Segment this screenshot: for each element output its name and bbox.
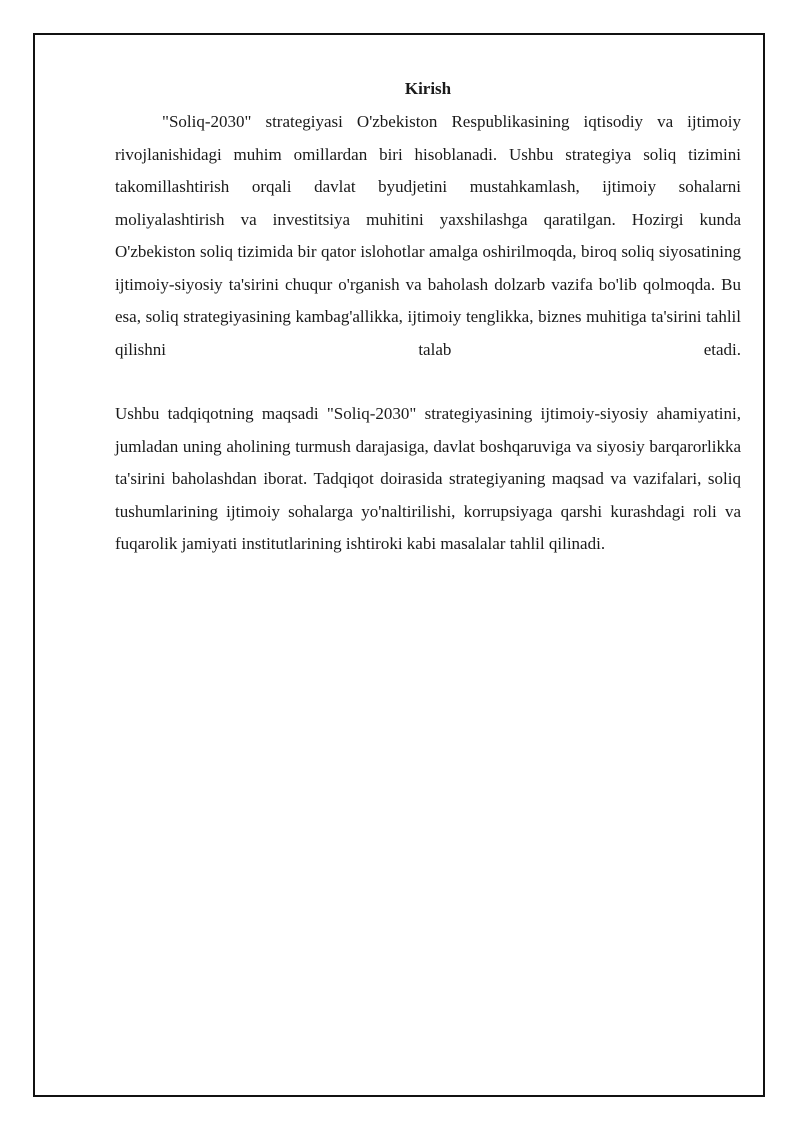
paragraph-introduction: "Soliq-2030" strategiyasi O'zbekiston Respublikasining iqtisodiy va ijtimoiy rivojlanishidagi muhim omillardan biri hisoblanadi. Ushbu strategiya soliq tizimini takomillashtirish orqali davlat byudjetini mustahkamlash, ijtimoiy sohalarni moliyalashtirish va investitsiya muhitini yaxshilashga qaratilgan. Hozirgi kunda O'zbekiston soliq tizimida bir qator islohotlar amalga oshirilmoqda, biroq soliq siyosatining ijtimoiy-siyosiy ta'sirini chuqur o'rganish va baholash dolzarb vazifa bo'lib qolmoqda. Bu esa, soliq strategiyasining kambag'allikka, ijtimoiy tenglikka, biznes muhitiga ta'sirini tahlil qilishni talab etadi. bbox=[115, 112, 741, 359]
document-title: Kirish bbox=[404, 79, 452, 98]
paragraph-research-aim: Ushbu tadqiqotning maqsadi "Soliq-2030" strategiyasining ijtimoiy-siyosiy ahamiyatini, jumladan uning aholining turmush darajasiga, davlat boshqaruviga va siyosiy barqarorlikka ta'sirini baholashdan iborat. Tadqiqot doirasida strategiyaning maqsad va vazifalari, soliq tushumlarining ijtimoiy sohalarga yo'naltirilishi, korrupsiyaga qarshi kurashdagi roli va fuqarolik jamiyati institutlarining ishtiroki kabi masalalar tahlil qilinadi. bbox=[115, 404, 741, 553]
document-body bbox=[115, 78, 741, 561]
paragraph-spacer bbox=[115, 366, 741, 398]
